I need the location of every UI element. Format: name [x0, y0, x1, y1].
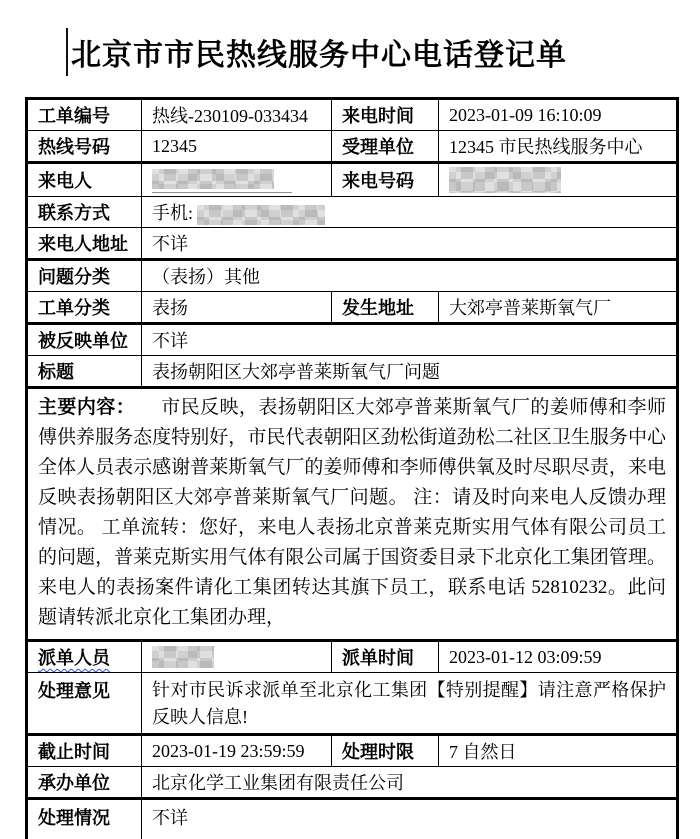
table-row — [27, 292, 678, 324]
time-limit-label: 处理时限 — [332, 735, 439, 767]
dispatcher-label — [27, 641, 142, 673]
hotline-no-label: 热线号码 — [27, 131, 142, 163]
order-cat-value: 表扬 — [142, 292, 332, 324]
call-time-value: 2023-01-09 16:10:09 — [439, 99, 678, 131]
table-row — [27, 767, 678, 799]
registration-table — [25, 97, 679, 839]
deadline-label: 截止时间 — [27, 735, 142, 767]
dispatcher-redacted-value — [152, 646, 214, 668]
order-no-value: 热线-230109-033434 — [142, 99, 332, 131]
table-row — [27, 163, 678, 197]
table-row — [27, 356, 678, 388]
handle-opinion-value: 针对市民诉求派单至北京化工集团【特别提醒】请注意严格保护反映人信息! — [142, 673, 678, 735]
caller-addr-label: 来电人地址 — [27, 228, 142, 260]
main-content-text: 市民反映，表扬朝阳区大郊亭普莱斯氧气厂的姜师傅和李师傅供养服务态度特别好，市民代表朝阳区劲松街道劲松二社区卫生服务中心全体人员表示感谢普莱斯氧气厂的姜师傅和李师傅供氧及时尽职尽责，来电反映表扬朝阳区大郊亭普莱斯氧气厂问题。 注：请及时向来电人反馈办理情况。 工单流转：您好，来电人表扬北京普莱克斯实用气体有限公司员工的问题，普莱克斯实用气体有限公司属于国资委目录下北京化工集团管理。来电人的表扬案件请化工集团转达其旗下员工，联系电话 52810232。此问题请转派北京化工集团办理， — [38, 397, 666, 628]
table-row — [27, 641, 678, 673]
order-no-label: 工单编号 — [27, 99, 142, 131]
handler-unit-value: 北京化学工业集团有限责任公司 — [142, 767, 678, 799]
caller-addr-value: 不详 — [142, 228, 678, 260]
problem-cat-label: 问题分类 — [27, 260, 142, 292]
caller-value-cell — [142, 163, 332, 197]
doc-title-value: 表扬朝阳区大郊亭普莱斯氧气厂问题 — [142, 356, 678, 388]
table-row — [27, 799, 678, 839]
handle-status-label: 处理情况 — [27, 799, 142, 839]
reflected-unit-label: 被反映单位 — [27, 324, 142, 356]
table-row — [27, 388, 678, 641]
contact-redacted-value — [197, 205, 325, 225]
reflected-unit-value: 不详 — [142, 324, 678, 356]
table-row — [27, 228, 678, 260]
contact-label: 联系方式 — [27, 197, 142, 228]
caller-label: 来电人 — [27, 163, 142, 197]
table-row — [27, 735, 678, 767]
caller-redacted-value — [152, 169, 274, 189]
page-title-row — [66, 28, 567, 76]
handle-opinion-label: 处理意见 — [27, 673, 142, 735]
hotline-no-value: 12345 — [142, 131, 332, 163]
call-time-label: 来电时间 — [332, 99, 439, 131]
handler-unit-label: 承办单位 — [27, 767, 142, 799]
page-title: 北京市市民热线服务中心电话登记单 — [71, 39, 567, 72]
dispatcher-label-text: 派单人员 — [38, 648, 110, 668]
caller-no-label: 来电号码 — [332, 163, 439, 197]
text-cursor — [66, 28, 68, 76]
dispatch-time-label: 派单时间 — [332, 641, 439, 673]
main-content-cell — [27, 388, 678, 641]
caller-redacted-underline — [152, 169, 292, 193]
table-row — [27, 673, 678, 735]
contact-prefix: 手机: — [152, 203, 194, 223]
deadline-value: 2023-01-19 23:59:59 — [142, 735, 332, 767]
problem-cat-value: （表扬）其他 — [142, 260, 678, 292]
contact-value-cell — [142, 197, 678, 228]
doc-title-label: 标题 — [27, 356, 142, 388]
accept-unit-value: 12345 市民热线服务中心 — [439, 131, 678, 163]
incident-addr-label: 发生地址 — [332, 292, 439, 324]
table-row — [27, 131, 678, 163]
table-row — [27, 99, 678, 131]
handle-status-value: 不详 — [142, 799, 678, 839]
main-content-label: 主要内容： — [38, 397, 136, 418]
caller-no-redacted-value — [449, 167, 561, 193]
table-row — [27, 324, 678, 356]
incident-addr-value: 大郊亭普莱斯氧气厂 — [439, 292, 678, 324]
order-cat-label: 工单分类 — [27, 292, 142, 324]
time-limit-value: 7 自然日 — [439, 735, 678, 767]
caller-no-value-cell — [439, 163, 678, 197]
dispatcher-value-cell — [142, 641, 332, 673]
table-row — [27, 197, 678, 228]
dispatch-time-value: 2023-01-12 03:09:59 — [439, 641, 678, 673]
accept-unit-label: 受理单位 — [332, 131, 439, 163]
table-row — [27, 260, 678, 292]
